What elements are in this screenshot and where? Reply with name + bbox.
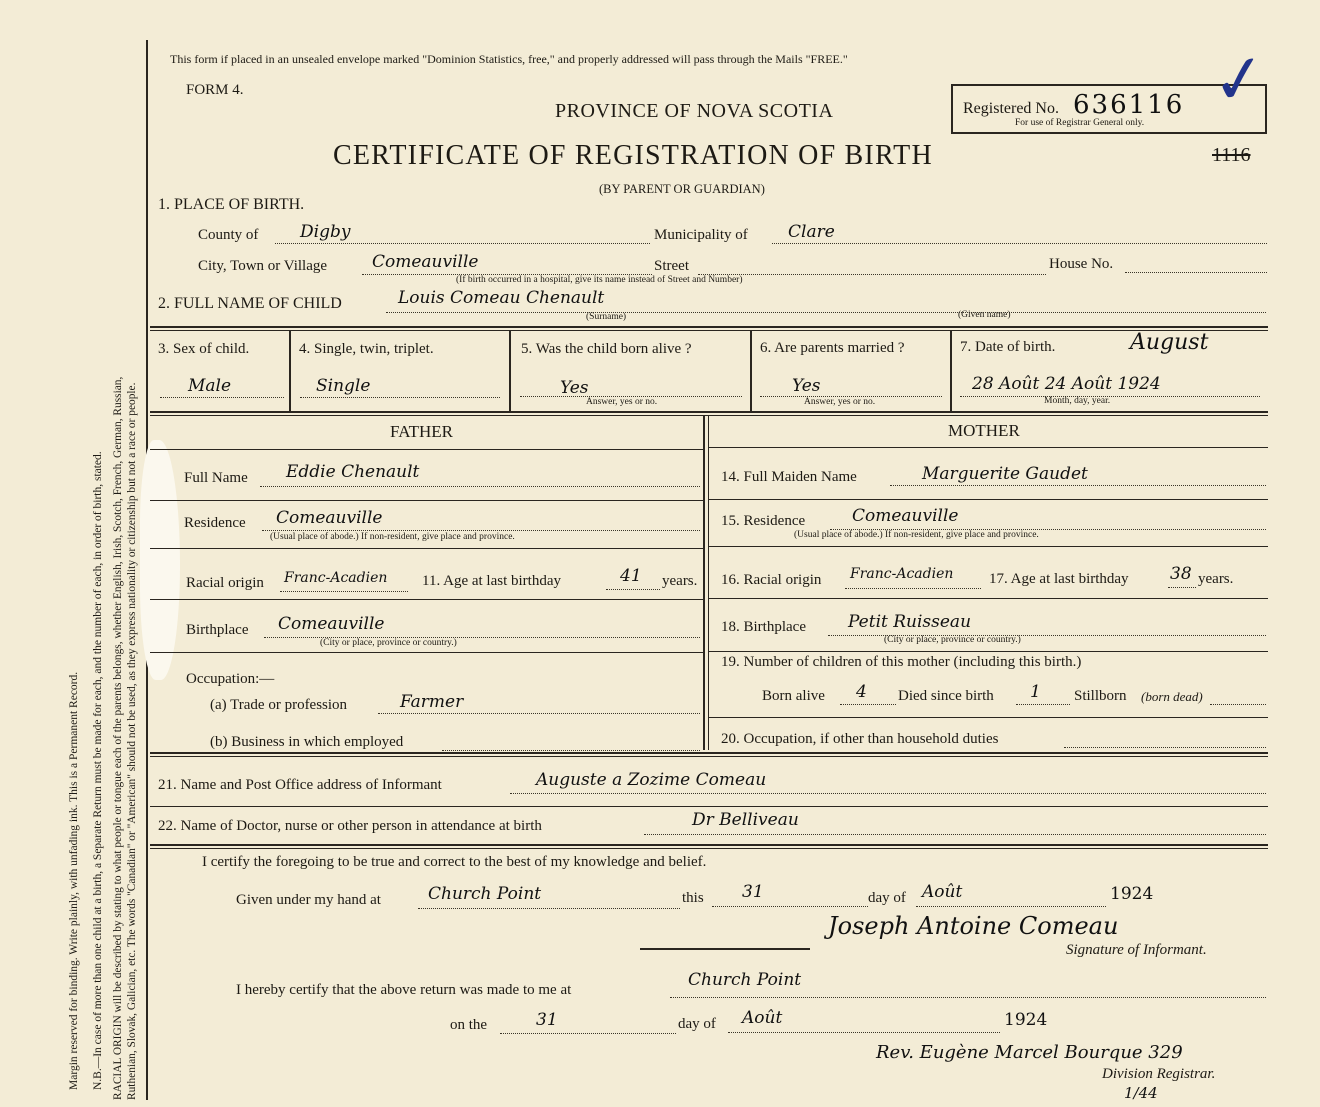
- father-residence-value: Comeauville: [276, 508, 383, 528]
- child-name-label: 2. FULL NAME OF CHILD: [158, 295, 342, 312]
- check-mark-icon: ✓: [1207, 40, 1273, 121]
- father-years-label: years.: [662, 573, 698, 589]
- informant-line: [510, 793, 1266, 794]
- mother-residence-label: 15. Residence: [721, 513, 806, 529]
- stillborn-label: Stillborn: [1074, 688, 1127, 704]
- certificate-title: CERTIFICATE OF REGISTRATION OF BIRTH: [333, 140, 933, 171]
- house-number-line: [1125, 272, 1267, 273]
- father-name-label: Full Name: [184, 470, 248, 486]
- certify-day-value: 31: [742, 882, 764, 902]
- given-under-hand-label: Given under my hand at: [236, 892, 381, 908]
- row-divider-top-2: [150, 330, 1268, 331]
- col-divider-2: [509, 331, 511, 411]
- father-age-line: [606, 589, 660, 590]
- born-alive-count-value: 4: [856, 682, 867, 702]
- father-racial-value: Franc-Acadien: [284, 570, 388, 586]
- died-since-birth-label: Died since birth: [898, 688, 994, 704]
- registrar-day-of-label: day of: [678, 1016, 716, 1032]
- registrar-month-line: [728, 1032, 1000, 1033]
- registrar-place-line: [670, 997, 1266, 998]
- col-divider-3: [750, 331, 752, 411]
- torn-paper-area: [140, 440, 180, 680]
- municipality-value: Clare: [788, 222, 835, 242]
- house-number-label: House No.: [1049, 256, 1114, 272]
- born-alive-note: Answer, yes or no.: [586, 397, 658, 407]
- this-label: this: [682, 890, 704, 906]
- father-residence-line: [262, 530, 700, 531]
- parents-married-note: Answer, yes or no.: [804, 397, 876, 407]
- mother-racial-line: [845, 588, 981, 589]
- parents-center-divider: [703, 416, 705, 750]
- father-birthplace-value: Comeauville: [278, 614, 385, 634]
- born-alive-count-line: [840, 704, 896, 705]
- mail-notice: This form if placed in an unsealed envelope marked "Dominion Statistics, free," and properly addressed will pass through the Mails "FREE.": [170, 52, 848, 66]
- date-of-birth-month: August: [1130, 330, 1209, 355]
- certify-statement: I certify the foregoing to be true and correct to the best of my knowledge and belief.: [202, 854, 707, 870]
- mother-residence-value: Comeauville: [852, 506, 959, 526]
- mother-age-line: [1168, 587, 1196, 588]
- doctor-label: 22. Name of Doctor, nurse or other person in attendance at birth: [158, 818, 542, 834]
- father-age-value: 41: [620, 566, 642, 586]
- row-divider-informant: [150, 752, 1268, 754]
- plurality-value: Single: [316, 376, 371, 396]
- col-divider-4: [950, 331, 952, 411]
- mother-heading: MOTHER: [948, 421, 1020, 440]
- child-name-value: Louis Comeau Chenault: [398, 288, 605, 308]
- born-alive-count-label: Born alive: [762, 688, 825, 704]
- mother-birthplace-note: (City or place, province or country.): [884, 635, 1021, 645]
- mother-racial-value: Franc-Acadien: [850, 566, 954, 582]
- binding-margin: [0, 0, 146, 1107]
- county-line: [275, 243, 650, 244]
- mother-row-line-0: [709, 447, 1268, 448]
- row-divider-certify-2: [150, 848, 1268, 849]
- margin-line-4: Ruthenian, Slovak, Galician, etc. The words "Canadian" or "American" should not be used, as they express nationality or citizenship but not a race or people.: [126, 382, 138, 1100]
- doctor-value: Dr Belliveau: [692, 810, 799, 830]
- father-row-line-2: [150, 548, 703, 549]
- father-residence-label: Residence: [184, 515, 246, 531]
- col-divider-1: [289, 331, 291, 411]
- surname-note: (Surname): [586, 312, 627, 322]
- signature-line-left: [640, 948, 810, 950]
- margin-line-3: RACIAL ORIGIN will be described by stating to what people or tongue each of the parents belongs, whether English, Irish, Scotch, French, German, Russian,: [112, 376, 124, 1100]
- date-of-birth-value: 28 Août 24 Août 1924: [972, 374, 1161, 394]
- registered-number: 636116: [1073, 90, 1185, 120]
- mother-name-value: Marguerite Gaudet: [922, 464, 1088, 484]
- row-divider-parents: [150, 411, 1268, 413]
- father-trade-label: (a) Trade or profession: [210, 697, 348, 713]
- mother-row-line-1: [709, 499, 1268, 500]
- registrar-signature-label: Division Registrar.: [1102, 1066, 1216, 1082]
- registrar-place-value: Church Point: [688, 970, 802, 990]
- mother-birthplace-value: Petit Ruisseau: [848, 612, 972, 632]
- parents-married-value: Yes: [792, 376, 821, 396]
- child-name-line: [386, 312, 1266, 313]
- died-since-birth-line: [1016, 704, 1070, 705]
- registrar-year-value: 1924: [1004, 1010, 1048, 1030]
- given-name-note: (Given name): [958, 310, 1011, 320]
- father-name-value: Eddie Chenault: [286, 462, 420, 482]
- mother-residence-note: (Usual place of abode.) If non-resident, give place and province.: [794, 530, 1039, 540]
- registrar-day-line: [500, 1033, 676, 1034]
- father-row-line-1: [150, 500, 703, 501]
- province-title: PROVINCE OF NOVA SCOTIA: [555, 100, 834, 122]
- stillborn-note: (born dead): [1141, 689, 1203, 704]
- parents-center-divider-2: [708, 416, 709, 750]
- certify-year-value: 1924: [1110, 884, 1154, 904]
- father-row-line-3: [150, 599, 703, 600]
- given-place-value: Church Point: [428, 884, 542, 904]
- mother-row-line-2: [709, 546, 1268, 547]
- mother-name-line: [890, 485, 1266, 486]
- mother-row-line-3: [709, 598, 1268, 599]
- informant-signature-label: Signature of Informant.: [1066, 942, 1207, 958]
- place-of-birth-heading: 1. PLACE OF BIRTH.: [158, 196, 305, 213]
- county-label: County of: [198, 227, 259, 243]
- born-alive-label: 5. Was the child born alive ?: [521, 341, 692, 357]
- father-occupation-label: Occupation:—: [186, 671, 275, 687]
- father-business-line: [442, 750, 700, 751]
- margin-line-2: N.B.—In case of more than one child at a birth, a Separate Return must be made for each, and the number of each, in order of birth, stated.: [92, 451, 104, 1090]
- certify-month-value: Août: [922, 882, 963, 902]
- father-trade-value: Farmer: [400, 692, 464, 712]
- registrar-signature: Rev. Eugène Marcel Bourque 329: [876, 1042, 1183, 1063]
- father-residence-note: (Usual place of abode.) If non-resident, give place and province.: [270, 532, 515, 542]
- row-divider-parents-2: [150, 415, 1268, 416]
- date-of-birth-label: 7. Date of birth.: [960, 339, 1056, 355]
- certify-day-line: [712, 906, 868, 907]
- stillborn-line: [1210, 704, 1266, 705]
- informant-value: Auguste a Zozime Comeau: [536, 770, 767, 790]
- plurality-line: [300, 397, 500, 398]
- informant-label: 21. Name and Post Office address of Informant: [158, 777, 442, 793]
- father-racial-label: Racial origin: [186, 575, 264, 591]
- father-racial-line: [280, 591, 408, 592]
- doctor-line: [644, 834, 1266, 835]
- mother-age-value: 38: [1170, 564, 1192, 584]
- city-label: City, Town or Village: [198, 258, 328, 274]
- plurality-label: 4. Single, twin, triplet.: [299, 341, 434, 357]
- father-age-label: 11. Age at last birthday: [422, 573, 561, 589]
- registrar-month-value: Août: [742, 1008, 783, 1028]
- mother-row-line-5: [709, 717, 1268, 718]
- father-heading: FATHER: [390, 422, 453, 441]
- registrar-note: 1/44: [1124, 1084, 1158, 1102]
- mother-row-line-4: [709, 651, 1268, 652]
- form-number: FORM 4.: [186, 82, 244, 98]
- date-of-birth-note: Month, day, year.: [1044, 396, 1111, 406]
- certify-month-line: [916, 906, 1106, 907]
- registrar-statement: I hereby certify that the above return was made to me at: [236, 982, 572, 998]
- street-line: [698, 274, 1046, 275]
- mother-children-label: 19. Number of children of this mother (including this birth.): [721, 654, 1082, 670]
- father-business-label: (b) Business in which employed: [210, 734, 404, 750]
- municipality-label: Municipality of: [654, 227, 748, 243]
- hospital-note: (If birth occurred in a hospital, give its name instead of Street and Number): [456, 275, 743, 285]
- father-birthplace-note: (City or place, province or country.): [320, 638, 457, 648]
- mother-name-label: 14. Full Maiden Name: [721, 469, 857, 485]
- on-the-label: on the: [450, 1017, 488, 1033]
- certificate-subtitle: (BY PARENT OR GUARDIAN): [599, 182, 765, 196]
- county-value: Digby: [300, 222, 351, 242]
- registered-label: Registered No.: [963, 100, 1059, 117]
- sex-line: [160, 397, 284, 398]
- father-birthplace-label: Birthplace: [186, 622, 249, 638]
- sex-value: Male: [188, 376, 232, 396]
- born-alive-value: Yes: [560, 378, 589, 398]
- died-since-birth-value: 1: [1030, 682, 1041, 702]
- registrar-day-value: 31: [536, 1010, 558, 1030]
- mother-racial-label: 16. Racial origin: [721, 572, 822, 588]
- street-label: Street: [654, 258, 689, 274]
- father-trade-line: [378, 713, 700, 714]
- mother-occupation-line: [1064, 747, 1266, 748]
- mother-age-label: 17. Age at last birthday: [989, 571, 1129, 587]
- municipality-line: [772, 243, 1267, 244]
- father-name-line: [260, 486, 700, 487]
- row-divider-certify: [150, 844, 1268, 846]
- sex-label: 3. Sex of child.: [158, 341, 250, 357]
- city-value: Comeauville: [372, 252, 479, 272]
- mother-occupation-label: 20. Occupation, if other than household duties: [721, 731, 999, 747]
- certify-day-of-label: day of: [868, 890, 906, 906]
- informant-divider: [150, 806, 1268, 807]
- father-row-line-0: [150, 449, 703, 450]
- mother-birthplace-label: 18. Birthplace: [721, 619, 806, 635]
- informant-signature: Joseph Antoine Comeau: [828, 912, 1119, 940]
- registrar-only-note: For use of Registrar General only.: [1015, 118, 1145, 128]
- margin-line-1: Margin reserved for binding. Write plainly, with unfading ink. This is a Permanent Record.: [68, 671, 80, 1090]
- struck-number: 1116: [1212, 144, 1251, 166]
- row-divider-top: [150, 326, 1268, 328]
- given-place-line: [418, 908, 680, 909]
- row-divider-informant-2: [150, 756, 1268, 757]
- father-row-line-4: [150, 652, 703, 653]
- mother-years-label: years.: [1198, 571, 1234, 587]
- parents-married-label: 6. Are parents married ?: [760, 340, 905, 356]
